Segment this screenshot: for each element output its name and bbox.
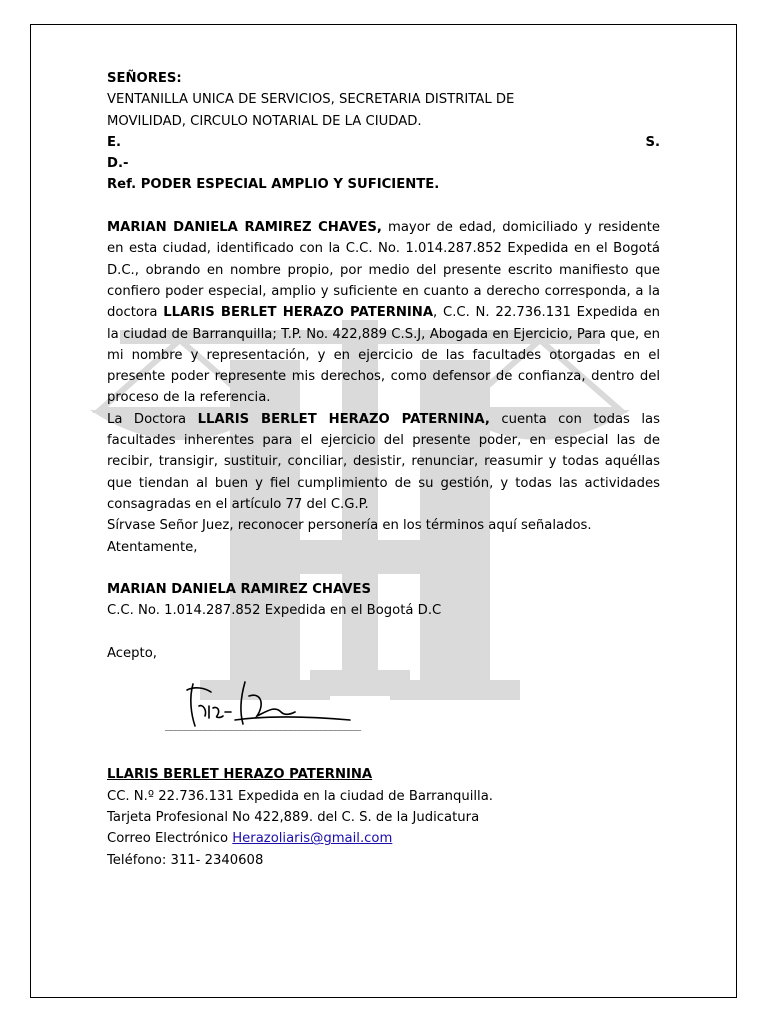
- attorney-phone: Teléfono: 311- 2340608: [107, 852, 264, 868]
- signature-area: [107, 664, 660, 764]
- recipient-line-1: VENTANILLA UNICA DE SERVICIOS, SECRETARIA DISTRITAL DE: [107, 92, 515, 108]
- paragraph-1: [107, 217, 660, 409]
- paragraph-1-text-a: mayor de edad, domiciliado y residente en esta ciudad, identificado con la C.C. No. 1.014.287.852 Expedida en el Bogotá D.C., obrando en nombre propio, por medio del presente escrito manifiesto que confiero poder especial, amplio y suficiente en cuanto a derecho corresponda, a la doctora: [107, 220, 660, 321]
- grantor-name: MARIAN DANIELA RAMIREZ CHAVES: [107, 582, 371, 598]
- es-line: [107, 132, 660, 153]
- email-link[interactable]: Herazoliaris@gmail.com: [232, 831, 393, 847]
- d-line: D.-: [107, 156, 129, 172]
- grantor-name-inline: MARIAN DANIELA RAMIREZ CHAVES,: [107, 220, 382, 236]
- paragraph-2: [107, 409, 660, 515]
- signature-line: _______________________________________: [165, 717, 360, 732]
- email-label: Correo Electrónico: [107, 831, 233, 847]
- closing: Atentamente,: [107, 539, 198, 555]
- attorney-email-line: [107, 828, 660, 849]
- attorney-name-inline: LLARIS BERLET HERAZO PATERNINA: [163, 305, 434, 321]
- paragraph-2-text: cuenta con todas las facultades inherentes para el ejercicio del presente poder, en especial las de recibir, transigir, sustituir, conciliar, desistir, renunciar, reasumir y todas aquéllas que tiendan al buen y fiel cumplimiento de su gestión, y todas las actividades consagradas en el artículo 77 del C.G.P.: [107, 411, 660, 512]
- paragraph-1-text-b: , C.C. N. 22.736.131 Expedida en la ciudad de Barranquilla; T.P. No. 422,889 C.S.J, Abogada en Ejercicio, Para que, en mi nombre y representación, y en ejercicio de las facultades otorgadas en el presente poder represente mis derechos, como defensor de confianza, dentro del proceso de la referencia.: [107, 305, 660, 406]
- es-right: S.: [645, 134, 660, 150]
- attorney-card: Tarjeta Profesional No 422,889. del C. S. de la Judicatura: [107, 809, 480, 825]
- reference-line: Ref. PODER ESPECIAL AMPLIO Y SUFICIENTE.: [107, 177, 440, 193]
- paragraph-3: Sírvase Señor Juez, reconocer personería en los términos aquí señalados.: [107, 518, 592, 534]
- attorney-name-inline-2: LLARIS BERLET HERAZO PATERNINA,: [197, 411, 490, 427]
- grantor-id: C.C. No. 1.014.287.852 Expedida en el Bogotá D.C: [107, 603, 442, 619]
- salutation: SEÑORES:: [107, 71, 182, 86]
- paragraph-2-lead: La Doctora: [107, 411, 198, 427]
- acceptance-label: Acepto,: [107, 646, 157, 662]
- attorney-name: LLARIS BERLET HERAZO PATERNINA: [107, 767, 373, 783]
- recipient-line-2: MOVILIDAD, CIRCULO NOTARIAL DE LA CIUDAD.: [107, 113, 422, 129]
- es-left: E.: [107, 134, 122, 150]
- attorney-id: CC. N.º 22.736.131 Expedida en la ciudad de Barranquilla.: [107, 788, 493, 804]
- letter-content: [107, 68, 660, 871]
